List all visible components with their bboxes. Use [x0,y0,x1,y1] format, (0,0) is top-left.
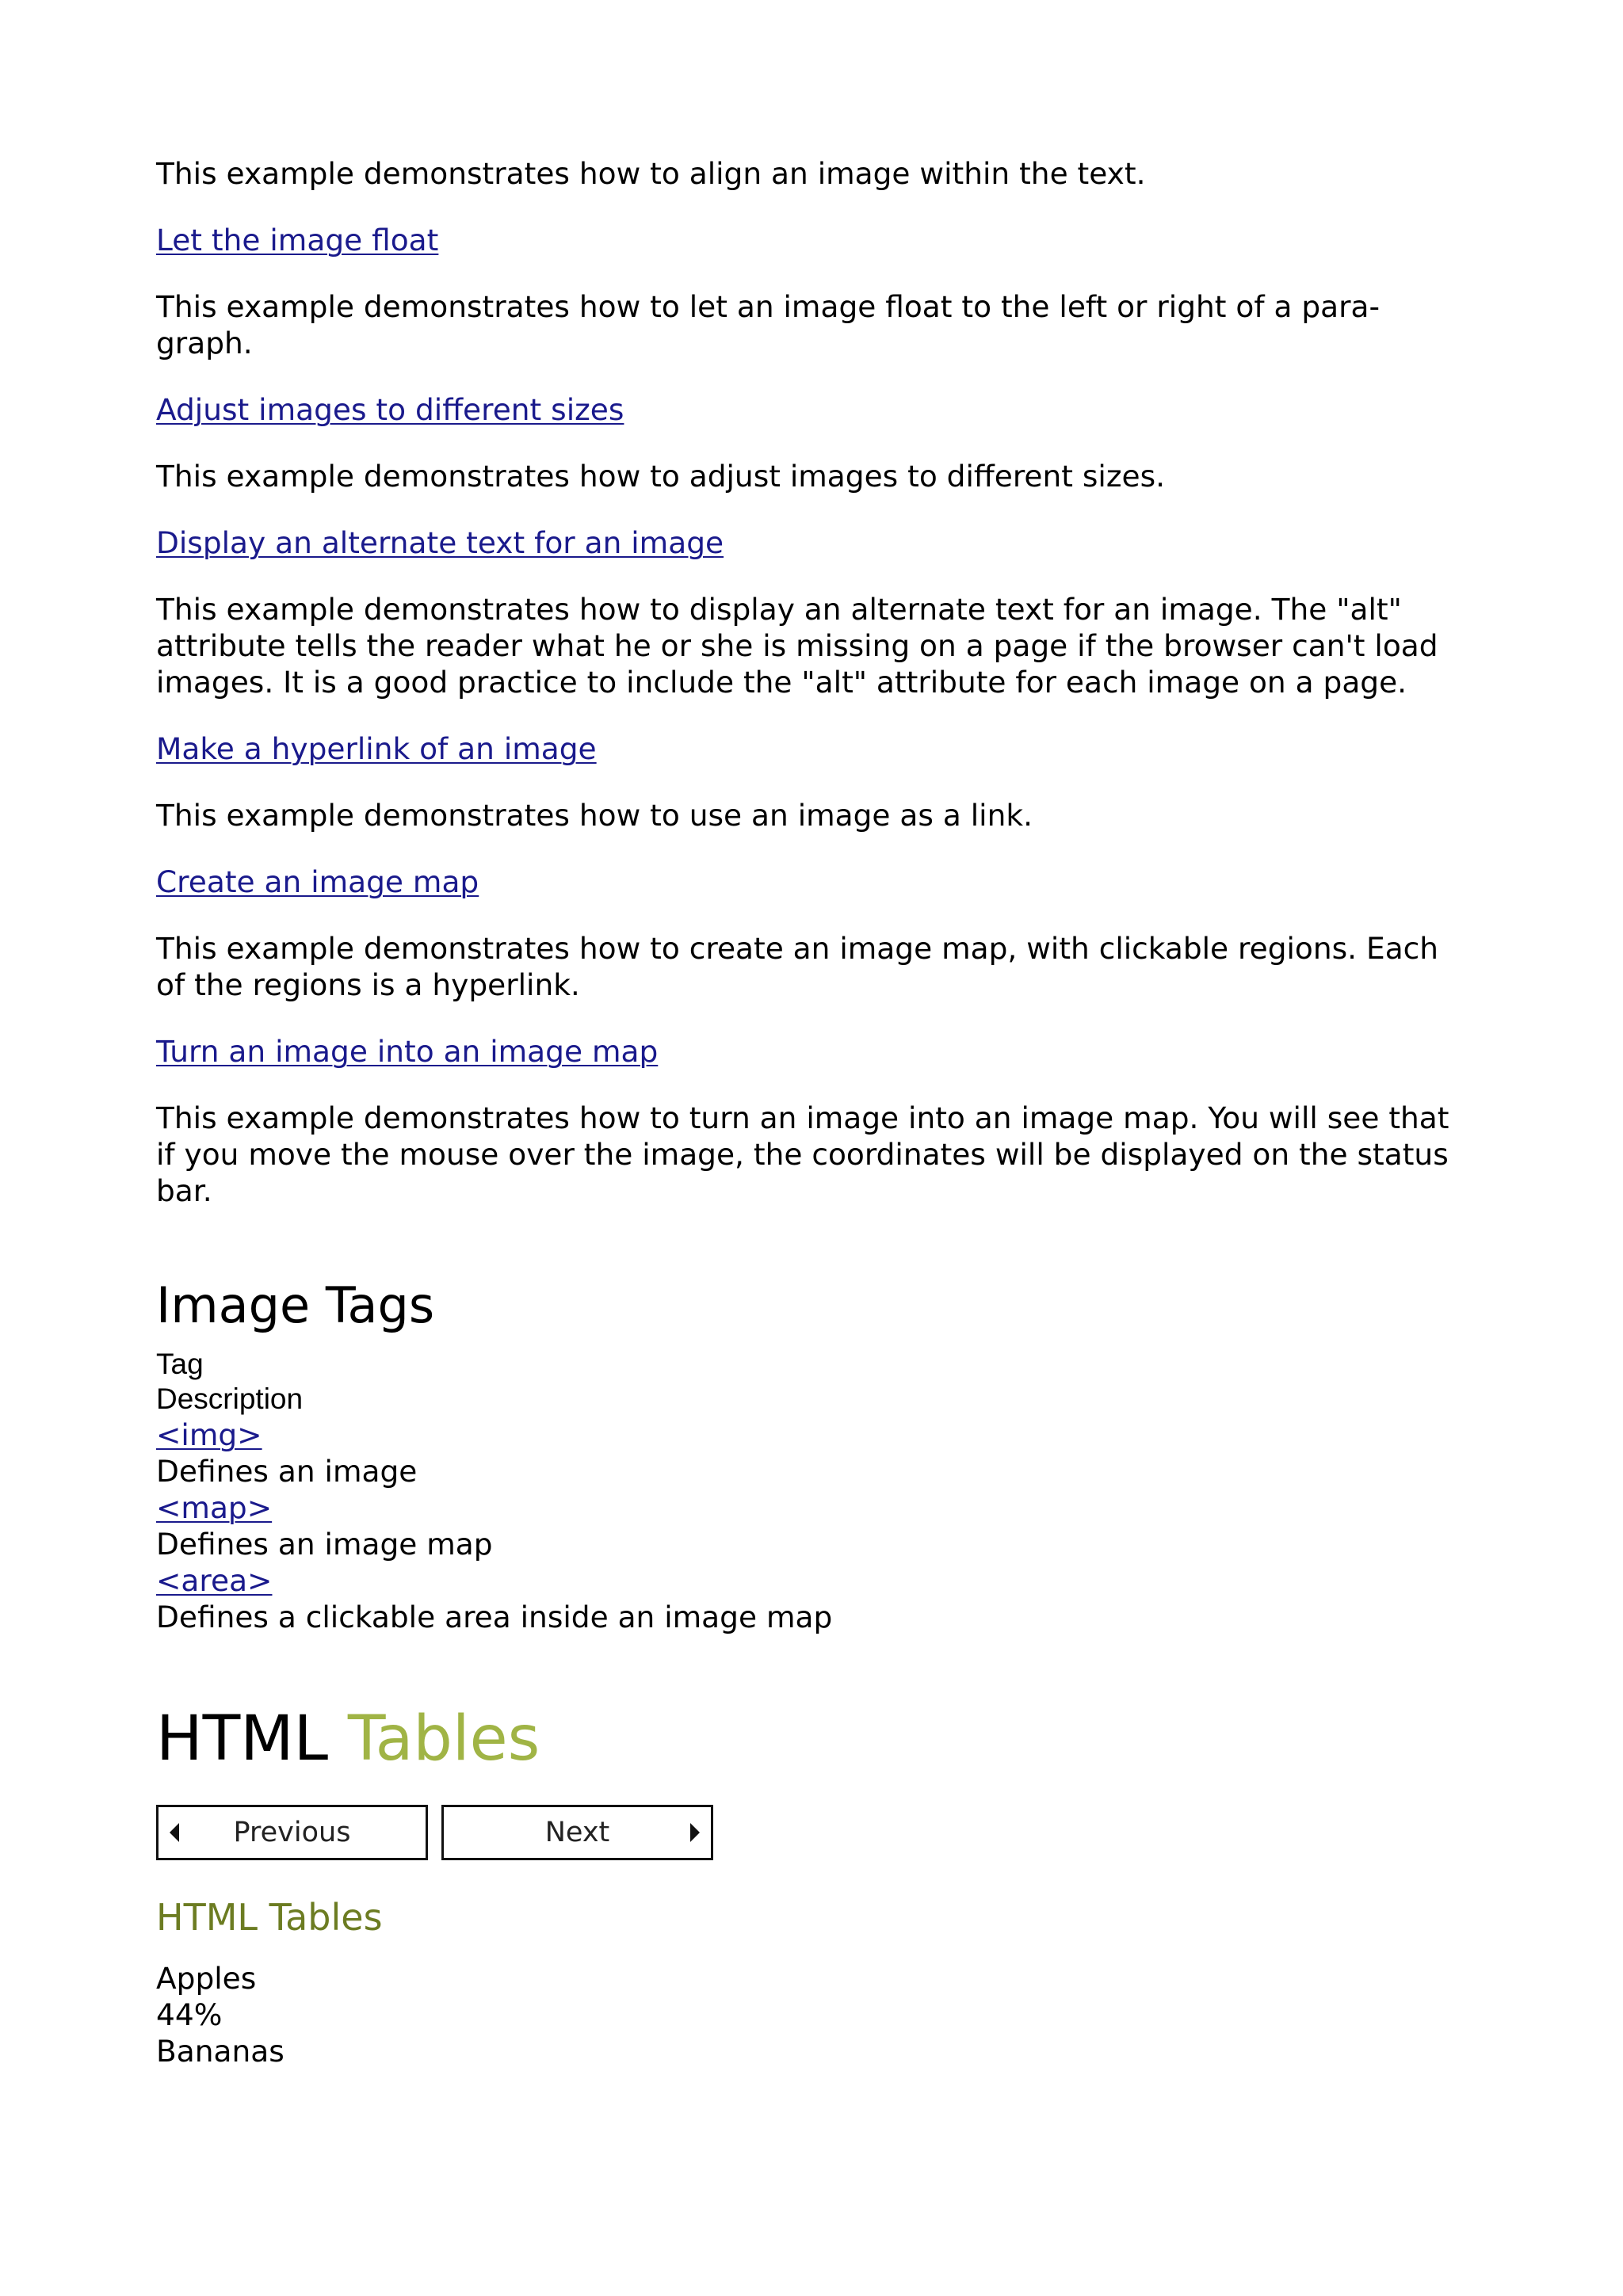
image-tags-table [156,1347,1487,1635]
table-cell-percent: 44% [156,1997,223,2032]
example-description-image-map: This example demonstrates how to create an image map, with clickable regions. Each of the regions is a hyperlink. [156,931,1439,1002]
table-row-description-img: Defines an image [156,1454,418,1489]
table-row-description-area: Defines a clickable area inside an image map [156,1600,833,1634]
example-description-align: This example demonstrates how to align an image within the text. [156,156,1146,191]
table-row-tag-area[interactable]: <area> [156,1563,273,1598]
table-header-description: Description [156,1383,304,1415]
float-description-line1: This example demonstrates how to let an image float to the left or right of a para- [156,289,1381,324]
link-create-image-map[interactable]: Create an image map [156,864,479,899]
image-tags-heading: Image Tags [156,1276,435,1334]
fruit-table [156,1960,1487,2069]
table-row-tag-map[interactable]: <map> [156,1490,273,1525]
html-tables-subheading: HTML Tables [156,1896,383,1939]
html-tables-heading [156,1703,1487,1775]
table-row-description-map: Defines an image map [156,1527,493,1562]
link-hyperlink-image[interactable]: Make a hyperlink of an image [156,731,597,766]
prev-next-nav [156,1805,1487,1860]
table-cell-bananas: Bananas [156,2034,285,2069]
example-description-float [156,288,1487,361]
link-alternate-text[interactable]: Display an alternate text for an image [156,525,724,560]
table-row-tag-img[interactable]: <img> [156,1417,262,1452]
link-turn-image-into-map[interactable]: Turn an image into an image map [156,1034,659,1069]
example-description-turn-map: This example demonstrates how to turn an image into an image map. You will see that if you move the mouse over the image, the coordinates will be displayed on the status bar. [156,1100,1449,1208]
example-description-sizes: This example demonstrates how to adjust images to different sizes. [156,459,1166,494]
heading-accent-word: Tables [347,1703,540,1775]
example-description-hyperlink: This example demonstrates how to use an image as a link. [156,798,1033,833]
link-adjust-image-sizes[interactable]: Adjust images to different sizes [156,392,624,427]
page-content [156,155,1487,2069]
link-let-image-float[interactable]: Let the image float [156,223,439,257]
arrow-right-icon [690,1823,700,1842]
previous-button-label: Previous [233,1817,351,1848]
example-description-alt: This example demonstrates how to display an alternate text for an image. The "alt" attribute tells the reader what he or she is missing on a page if the browser can't load images. It is a good practice to include the "alt" attribute for each image on a page. [156,592,1438,700]
arrow-left-icon [170,1823,179,1842]
next-button-label: Next [544,1817,610,1848]
previous-button[interactable] [156,1805,428,1860]
table-header-tag: Tag [156,1348,204,1380]
heading-main-word: HTML [156,1703,329,1775]
float-description-line2: graph. [156,326,253,360]
next-button[interactable] [441,1805,713,1860]
table-cell-apples: Apples [156,1961,257,1996]
